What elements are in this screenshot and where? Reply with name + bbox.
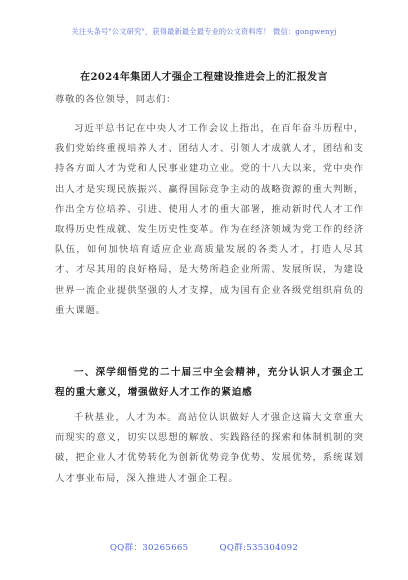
- section-heading-1: 一、深学细悟党的二十届三中全会精神，充分认识人才强企工程的重大意义，增强做好人才工作的紧迫感: [55, 367, 364, 399]
- footer-qq-group-1: QQ群：30265665: [109, 543, 189, 553]
- header-promo-note: 关注头条号"公文研究"，获得最新最全最专业的公文资料库！ 微信：gongwenyj: [71, 27, 337, 36]
- body-paragraph-1: 习近平总书记在中央人才工作会议上指出，在百年奋斗历程中，我们党始终重视培养人才、团结人才、引领人才成就人才，团结和支持各方面人才为党和人民事业建功立业。党的十八大以来，党中央作出人才是实现民族振兴、赢得国际竞争主动的战略资源的重大判断，作出全方位培养、引进、使用人才的重大部署，推动新时代人才工作取得历史性成就、发生历史性变革。作为在经济领域为党工作的经济队伍，如何加快培育适应企业高质量发展的各类人才，打造人尽其才、才尽其用的良好格局，是大势所趋企业所需、发展所误，为建设世界一流企业提供坚强的人才支撑，成为国有企业各级党组织肩负的重大课题。: [55, 123, 364, 316]
- document-title: 在2024年集团人才强企工程建设推进会上的汇报发言: [80, 72, 328, 83]
- salutation: 尊敬的各位领导，同志们：: [55, 94, 177, 105]
- footer-qq-group-2: QQ群:535304092: [219, 543, 299, 553]
- body-paragraph-2: 千秋基业，人才为本。高站位认识做好人才强企这篇大文章重大而现实的意义，切实以思想的解放、实践路径的探索和体制机制的突破，把企业人才优势转化为创新优势竞争优势、发展优势，系统谋划人才事业布局，深入推进人才强企工程。: [55, 412, 364, 484]
- footer-contact: [0, 541, 408, 553]
